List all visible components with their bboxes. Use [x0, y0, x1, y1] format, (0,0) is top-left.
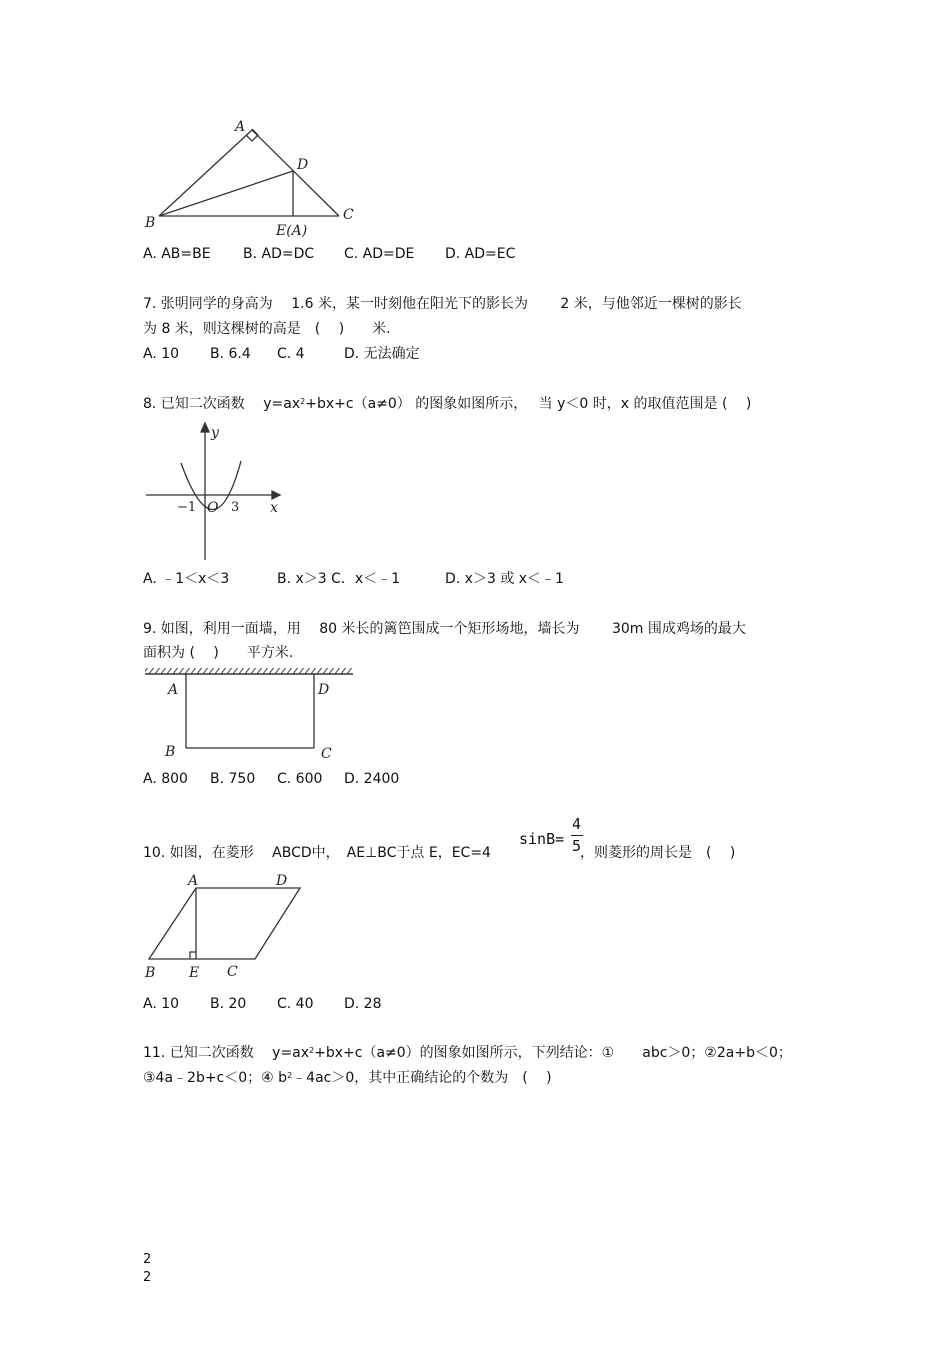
- q9-option-a[interactable]: A. 800: [143, 771, 188, 787]
- label-e: E: [189, 965, 200, 981]
- q8-text-pre: 8. 已知二次函数 y=ax: [143, 396, 301, 412]
- q10-option-c[interactable]: C. 40: [277, 996, 314, 1012]
- q10-option-a[interactable]: A. 10: [143, 996, 180, 1012]
- label-y: y: [211, 425, 219, 441]
- page-number-top: 2: [143, 1252, 152, 1267]
- label-three: 3: [231, 500, 240, 515]
- label-d: D: [276, 873, 288, 889]
- q9-text-line1: 9. 如图，利用一面墙，用 80 米长的篱笆围成一个矩形场地，墙长为 30m 围成鸡场的最大: [143, 621, 746, 637]
- q9-options: [143, 770, 399, 788]
- q8-option-d[interactable]: D. x＞3 或 x＜﹣1: [445, 571, 564, 587]
- sin-numerator: 4: [572, 815, 582, 833]
- q6-option-a[interactable]: A. AB=BE: [143, 246, 211, 262]
- q7-option-d[interactable]: D. 无法确定: [344, 346, 420, 362]
- q8-option-bc[interactable]: B. x＞3 C．x＜﹣1: [277, 571, 401, 587]
- q11-line2-pre: ③4a﹣2b+c＜0；④ b: [143, 1070, 288, 1086]
- q7-text-line1: 7. 张明同学的身高为 1.6 米，某一时刻他在阳光下的影长为 2 米，与他邻近一棵树的影长: [143, 296, 742, 312]
- label-b: B: [145, 965, 156, 981]
- label-b: B: [165, 744, 176, 760]
- label-c: C: [227, 964, 238, 980]
- y-axis-arrow: [201, 423, 209, 432]
- q9-text-line2: 面积为 ( ) 平方米.: [143, 645, 294, 661]
- q9-option-d[interactable]: D. 2400: [344, 771, 400, 787]
- q11-line1-pre: 11. 已知二次函数 y=ax: [143, 1045, 310, 1061]
- q7-option-a[interactable]: A. 10: [143, 346, 180, 362]
- wall-hatching: [145, 668, 353, 674]
- q9-option-c[interactable]: C. 600: [277, 771, 323, 787]
- q10-options: [143, 995, 382, 1013]
- label-a: A: [168, 682, 179, 698]
- q7-text-line2: 为 8 米，则这棵树的高是 ( ) 米.: [143, 321, 391, 337]
- q10-option-d[interactable]: D. 28: [344, 996, 382, 1012]
- q8-option-a[interactable]: A. ﹣1＜x＜3: [143, 571, 230, 587]
- page-number-bottom: 2: [143, 1270, 152, 1285]
- label-a: A: [235, 119, 246, 135]
- edge-ac: [252, 130, 339, 216]
- q8-exponent: 2: [300, 397, 306, 406]
- edge-bd: [159, 171, 293, 216]
- q6-option-d[interactable]: D. AD=EC: [445, 246, 516, 262]
- q11-line1-post: +bx+c（a≠0）的图象如图所示，下列结论：① abc＞0；②2a+b＜0；: [314, 1045, 792, 1061]
- q11-text-line2: [143, 1069, 552, 1087]
- right-angle-mark: [190, 952, 196, 959]
- sin-denominator: 5: [572, 837, 582, 855]
- x-axis-arrow: [272, 491, 280, 499]
- rhombus-abcd: [149, 888, 300, 959]
- q8-text-post: +bx+c（a≠0） 的图象如图所示， 当 y＜0 时，x 的取值范围是 ( ): [305, 396, 752, 412]
- label-origin: O: [207, 500, 219, 516]
- label-c: C: [343, 207, 354, 223]
- q10-text-b: ，则菱形的周长是 ( ): [580, 845, 736, 861]
- label-x: x: [270, 500, 278, 516]
- q10-option-b[interactable]: B. 20: [210, 996, 247, 1012]
- q7-option-c[interactable]: C. 4: [277, 346, 305, 362]
- edge-ab: [159, 130, 252, 216]
- q6-option-c[interactable]: C. AD=DE: [344, 246, 415, 262]
- q6-option-b[interactable]: B. AD=DC: [243, 246, 315, 262]
- label-minus-one: −1: [177, 500, 197, 515]
- label-e: E(A): [276, 223, 308, 239]
- q11-line2-post: ﹣4ac＞0，其中正确结论的个数为 ( ): [292, 1070, 552, 1086]
- q11-exponent-2: 2: [287, 1071, 293, 1080]
- q7-options: [143, 345, 420, 363]
- q11-exponent-1: 2: [309, 1046, 315, 1055]
- q8-options: [143, 570, 564, 588]
- label-a: A: [188, 873, 199, 889]
- label-d: D: [318, 682, 330, 698]
- q10-text-a: 10. 如图，在菱形 ABCD中， AE⊥BC于点 E，EC=4: [143, 845, 491, 861]
- q9-rectangle-figure: [143, 666, 363, 766]
- q11-text-line1: [143, 1044, 792, 1062]
- label-d: D: [297, 157, 309, 173]
- q7-option-b[interactable]: B. 6.4: [210, 346, 251, 362]
- label-c: C: [321, 746, 332, 762]
- fraction-bar: [571, 835, 583, 836]
- q6-options: [143, 245, 515, 263]
- q8-text: [143, 395, 751, 413]
- q9-option-b[interactable]: B. 750: [210, 771, 256, 787]
- q10-rhombus-figure: [143, 870, 313, 985]
- q6-triangle-figure: [140, 115, 370, 240]
- label-b: B: [145, 215, 156, 231]
- sin-lhs: sinB=: [519, 830, 565, 848]
- q8-parabola-figure: [143, 420, 288, 562]
